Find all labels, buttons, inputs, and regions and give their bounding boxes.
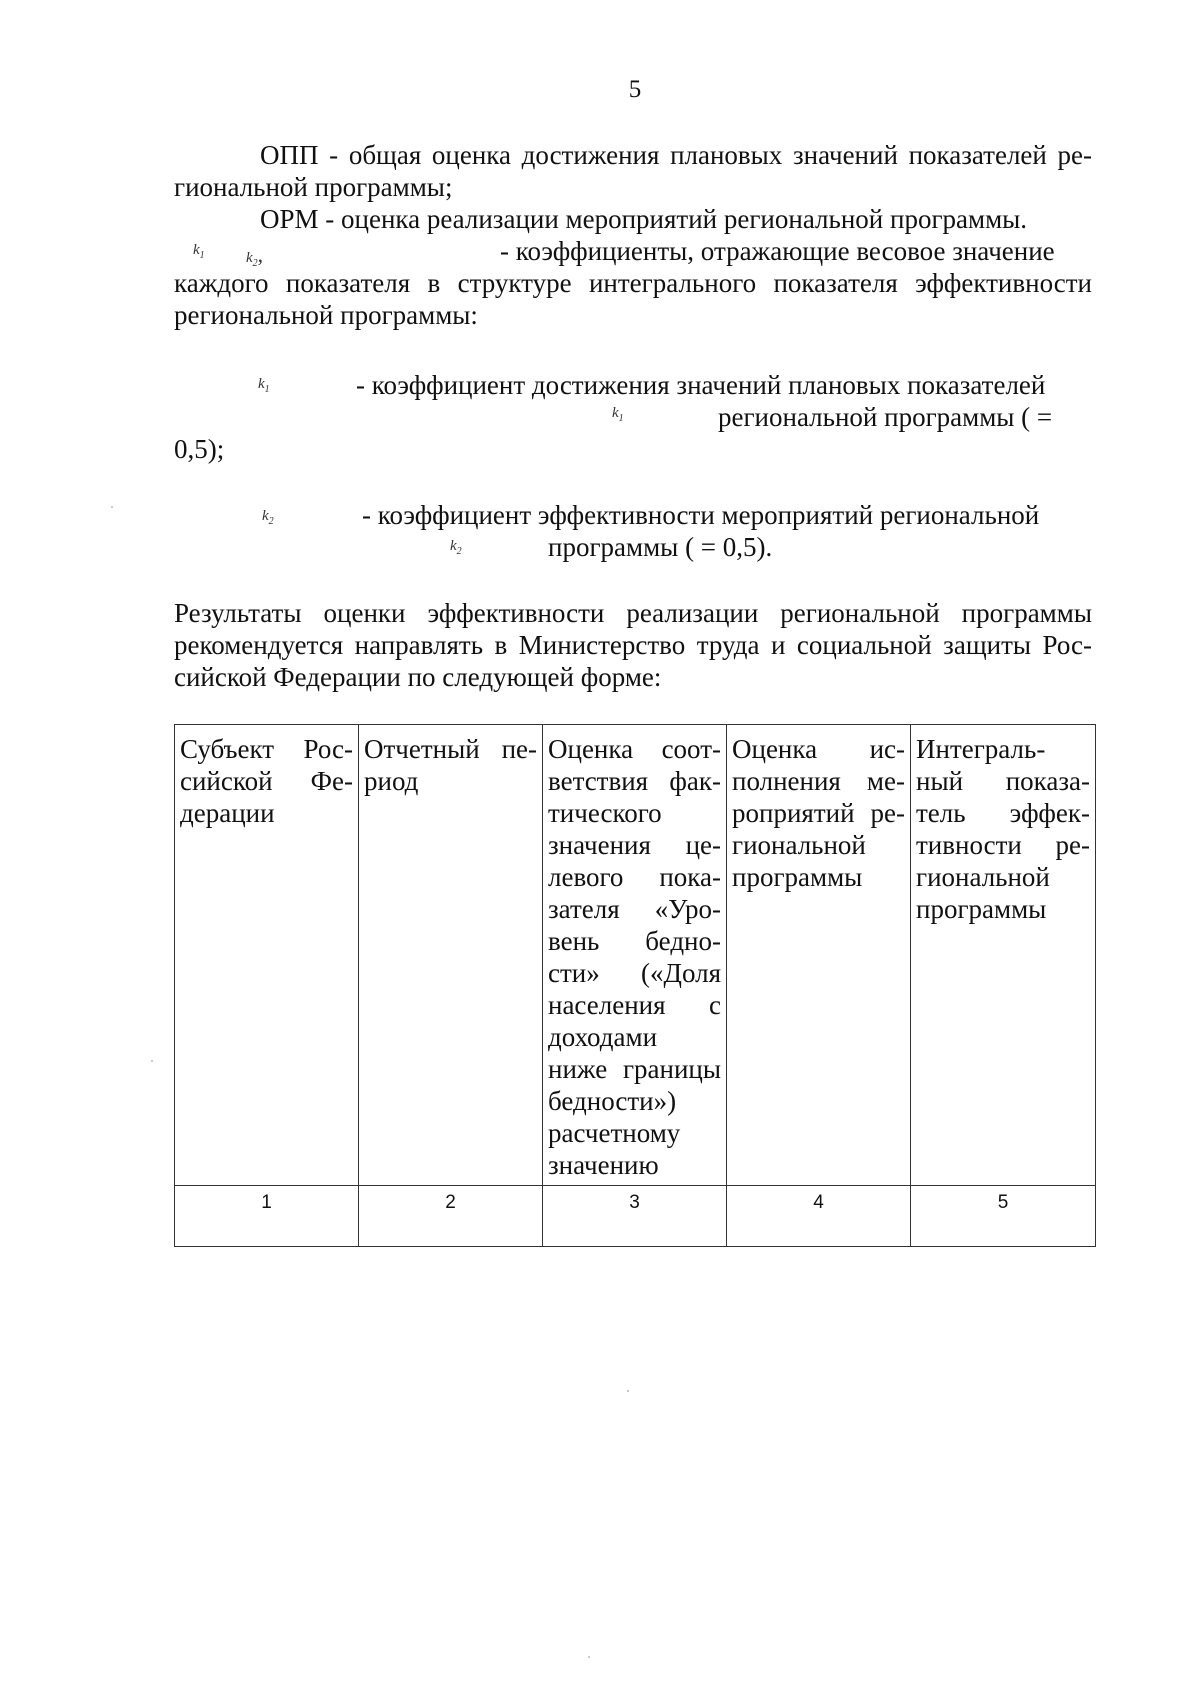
k2-symbol: $k_2$, bbox=[246, 242, 264, 269]
coef-desc-line2: каждого показателя в структуре интегрального показателя эффективности bbox=[174, 268, 1092, 298]
k1-symbol: $k_1$ bbox=[193, 242, 205, 261]
column-number-row bbox=[175, 1186, 1096, 1247]
def-opp-continuation: гиональной программы; bbox=[174, 172, 453, 202]
header-cell-period bbox=[359, 725, 543, 1186]
header-cell-line: гиональной bbox=[916, 862, 1050, 892]
k1-desc-line1: - коэффициент достижения значений плановых показателей bbox=[356, 370, 1046, 400]
header-cell-line: расчетному bbox=[548, 1118, 681, 1148]
header-cell-line: зателя «Уро- bbox=[548, 894, 721, 924]
header-cell-line: бедности») bbox=[548, 1086, 677, 1116]
column-number: 4 bbox=[727, 1186, 911, 1247]
results-line1: Результаты оценки эффективности реализации региональной программы bbox=[174, 598, 1092, 628]
coef-desc-line3: региональной программы: bbox=[174, 300, 478, 330]
header-cell-line: тивности ре- bbox=[916, 830, 1090, 860]
header-cell-line: вень бедно- bbox=[548, 926, 721, 956]
header-cell-line: программы bbox=[916, 894, 1047, 924]
k2-desc-line1: - коэффициент эффективности мероприятий региональной bbox=[362, 500, 1040, 530]
header-cell-line: ветствия фак- bbox=[548, 766, 721, 796]
coef-desc-line1: - коэффициенты, отражающие весовое значение bbox=[500, 236, 1055, 266]
k2-symbol-inline: $k_2$ bbox=[450, 538, 462, 557]
results-line2: рекомендуется направлять в Министерство труда и социальной защиты Рос- bbox=[174, 630, 1092, 660]
k1-symbol-inline: $k_1$ bbox=[612, 405, 624, 424]
column-number: 2 bbox=[359, 1186, 543, 1247]
header-cell-line: гиональной bbox=[732, 830, 866, 860]
k2-symbol-block: $k_2$ bbox=[262, 508, 274, 527]
header-cell-line: Интеграль- bbox=[916, 734, 1046, 764]
def-orm: ОРМ - оценка реализации мероприятий региональной программы. bbox=[260, 204, 1028, 234]
header-cell-line: Субъект Рос- bbox=[180, 734, 353, 764]
def-opp: ОПП - общая оценка достижения плановых значений показателей ре- bbox=[260, 140, 1092, 170]
header-cell-line: значению bbox=[548, 1150, 659, 1180]
header-cell-line: тического bbox=[548, 798, 662, 828]
header-cell-line: Отчетный пе- bbox=[364, 734, 537, 764]
k1-desc-line2: региональной программы ( = bbox=[718, 402, 1053, 432]
header-cell-line: ниже границы bbox=[548, 1054, 721, 1084]
column-number: 1 bbox=[175, 1186, 359, 1247]
header-cell-line: населения с bbox=[548, 990, 721, 1020]
column-number: 3 bbox=[543, 1186, 727, 1247]
k1-desc-line3: 0,5); bbox=[174, 434, 225, 464]
header-cell-line: программы bbox=[732, 862, 863, 892]
header-cell-line: сти» («Доля bbox=[548, 958, 721, 988]
header-cell-subject bbox=[175, 725, 359, 1186]
header-cell-line: Оценка ис- bbox=[732, 734, 905, 764]
header-cell-line: роприятий ре- bbox=[732, 798, 905, 828]
k2-desc-line2: программы ( = 0,5). bbox=[548, 532, 773, 562]
header-cell-line: левого пока- bbox=[548, 862, 721, 892]
table-header-row bbox=[175, 725, 1096, 1186]
header-cell-measures-assessment bbox=[727, 725, 911, 1186]
header-cell-line: Оценка соот- bbox=[548, 734, 721, 764]
report-form-table bbox=[174, 724, 1096, 1247]
page-number: 5 bbox=[628, 76, 642, 103]
k1-symbol-block: $k_1$ bbox=[258, 376, 270, 395]
header-cell-integral-indicator bbox=[911, 725, 1096, 1186]
header-cell-line: доходами bbox=[548, 1022, 658, 1052]
header-cell-line: ный показа- bbox=[916, 766, 1090, 796]
column-number: 5 bbox=[911, 1186, 1096, 1247]
header-cell-line: дерации bbox=[180, 798, 275, 828]
results-line3: сийской Федерации по следующей форме: bbox=[174, 662, 662, 692]
header-cell-line: значения це- bbox=[548, 830, 721, 860]
header-cell-line: тель эффек- bbox=[916, 798, 1090, 828]
header-cell-target-assessment bbox=[543, 725, 727, 1186]
header-cell-line: риод bbox=[364, 766, 419, 796]
header-cell-line: сийской Фе- bbox=[180, 766, 353, 796]
header-cell-line: полнения ме- bbox=[732, 766, 905, 796]
